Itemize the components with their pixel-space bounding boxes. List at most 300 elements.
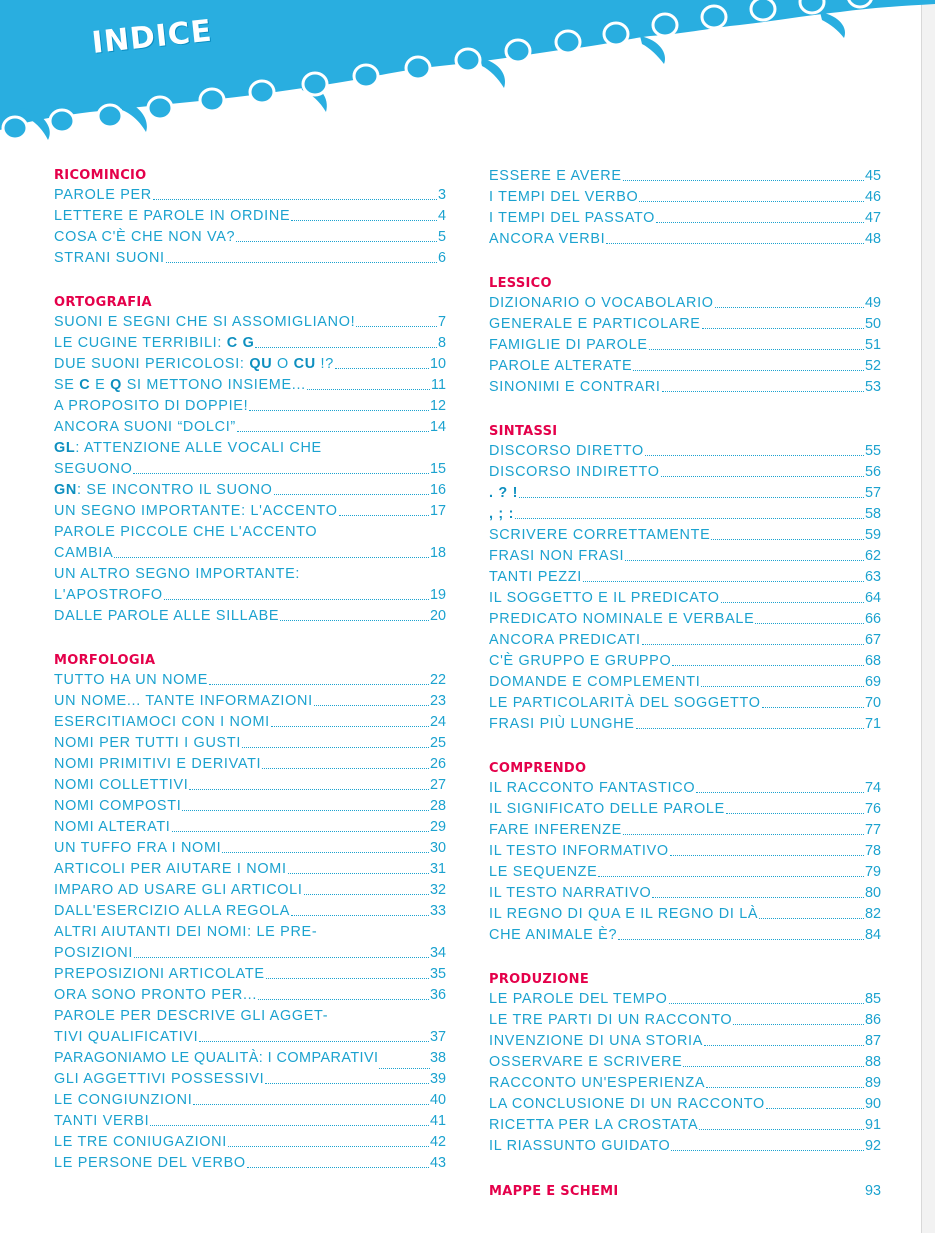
toc-entry[interactable] <box>54 375 446 396</box>
dot-leader <box>307 389 430 390</box>
page-number: 19 <box>429 587 446 603</box>
toc-entry[interactable] <box>54 1027 446 1048</box>
page-number: 50 <box>864 316 881 332</box>
dot-leader <box>683 1066 864 1067</box>
page-number: 12 <box>429 398 446 414</box>
entry-title: LE CONGIUNZIONI <box>54 1092 193 1108</box>
entry-title: UN NOME... TANTE INFORMAZIONI <box>54 693 313 709</box>
toc-entry[interactable] <box>489 525 881 546</box>
page-number: 28 <box>429 798 446 814</box>
entry-highlight: CU <box>293 356 316 372</box>
toc-entry[interactable] <box>54 501 446 522</box>
entry-title: NOMI COLLETTIVI <box>54 777 189 793</box>
page-number: 4 <box>437 208 446 224</box>
entry-title: IL REGNO DI QUA E IL REGNO DI LÀ <box>489 906 759 922</box>
entry-title: TUTTO HA UN NOME <box>54 672 209 688</box>
entry-title: IL SIGNIFICATO DELLE PAROLE <box>489 801 725 817</box>
page-number: 48 <box>864 231 881 247</box>
toc-entry-line[interactable]: PAROLE PER DESCRIVE GLI AGGET- <box>54 1008 329 1024</box>
section-produzione <box>489 970 881 1157</box>
toc-entry[interactable] <box>54 312 446 333</box>
dot-leader <box>166 262 437 263</box>
entry-title: DISCORSO INDIRETTO <box>489 464 660 480</box>
toc-entry[interactable] <box>489 609 881 630</box>
dot-leader <box>759 918 864 919</box>
dot-leader <box>199 1041 429 1042</box>
toc-entry-mappe[interactable] <box>489 1181 881 1202</box>
page-number: 42 <box>429 1134 446 1150</box>
entry-text: O <box>272 356 294 372</box>
toc-entry[interactable] <box>489 588 881 609</box>
entry-title: ARTICOLI PER AIUTARE I NOMI <box>54 861 287 877</box>
entry-title: UN TUFFO FRA I NOMI <box>54 840 222 856</box>
page-number: 67 <box>864 632 881 648</box>
entry-title: IL TESTO NARRATIVO <box>489 885 652 901</box>
entry-title: TIVI QUALIFICATIVI <box>54 1029 199 1045</box>
toc-entry[interactable] <box>489 1136 881 1157</box>
entry-title: SUONI E SEGNI CHE SI ASSOMIGLIANO! <box>54 314 356 330</box>
toc-entry[interactable] <box>489 1010 881 1031</box>
entry-text: E <box>90 377 111 393</box>
entry-text: : SE INCONTRO IL SUONO <box>77 482 273 498</box>
toc-entry[interactable] <box>489 356 881 377</box>
dot-leader <box>645 455 864 456</box>
dot-leader <box>339 515 429 516</box>
entry-title: DALLE PAROLE ALLE SILLABE <box>54 608 280 624</box>
entry-title: TANTI PEZZI <box>489 569 582 585</box>
dot-leader <box>193 1104 429 1105</box>
toc-entry[interactable] <box>489 187 881 208</box>
dot-leader <box>314 705 429 706</box>
entry-title: NOMI PRIMITIVI E DERIVATI <box>54 756 262 772</box>
entry-title: C'È GRUPPO E GRUPPO <box>489 653 672 669</box>
toc-entry[interactable] <box>54 543 446 564</box>
dot-leader <box>633 370 864 371</box>
entry-title <box>54 333 254 354</box>
dot-leader <box>669 1003 864 1004</box>
toc-entry[interactable] <box>54 754 446 775</box>
page-number: 49 <box>864 295 881 311</box>
toc-entry[interactable] <box>489 883 881 904</box>
section-lessico <box>489 274 881 398</box>
dot-leader <box>222 852 429 853</box>
entry-title: SINONIMI E CONTRARI <box>489 379 661 395</box>
dot-leader <box>642 644 864 645</box>
section-heading: RICOMINCIO <box>54 168 147 183</box>
toc-entry[interactable] <box>54 396 446 417</box>
toc-entry[interactable] <box>54 206 446 227</box>
page-number: 52 <box>864 358 881 374</box>
entry-title: , ; : <box>489 506 515 522</box>
dot-leader <box>114 557 429 558</box>
page-number: 91 <box>864 1117 881 1133</box>
toc-entry[interactable] <box>54 964 446 985</box>
entry-title: DISCORSO DIRETTO <box>489 443 644 459</box>
entry-text: !? <box>315 356 334 372</box>
page-number: 36 <box>429 987 446 1003</box>
section-comprendo <box>489 759 881 946</box>
entry-title: SEGUONO <box>54 461 133 477</box>
entry-title: IL RIASSUNTO GUIDATO <box>489 1138 671 1154</box>
toc-entry[interactable] <box>54 712 446 733</box>
page-number: 57 <box>864 485 881 501</box>
dot-leader <box>661 476 864 477</box>
toc-entry[interactable] <box>54 1090 446 1111</box>
page-number: 14 <box>429 419 446 435</box>
page-number: 58 <box>864 506 881 522</box>
toc-entry-line[interactable]: ALTRI AIUTANTI DEI NOMI: LE PRE- <box>54 924 318 940</box>
toc-entry[interactable] <box>54 985 446 1006</box>
toc-entry[interactable] <box>54 733 446 754</box>
page-number: 88 <box>864 1054 881 1070</box>
page-number: 34 <box>429 945 446 961</box>
dot-leader <box>237 431 429 432</box>
toc-entry[interactable] <box>54 1132 446 1153</box>
toc-entry[interactable] <box>489 799 881 820</box>
page-number: 62 <box>864 548 881 564</box>
toc-entry[interactable] <box>489 546 881 567</box>
dot-leader <box>228 1146 429 1147</box>
dot-leader <box>280 620 429 621</box>
entry-title: POSIZIONI <box>54 945 134 961</box>
section-heading: COMPRENDO <box>489 761 587 776</box>
dot-leader <box>699 1129 864 1130</box>
toc-entry[interactable] <box>54 901 446 922</box>
toc-entry[interactable] <box>489 1094 881 1115</box>
dot-leader <box>649 349 864 350</box>
dot-leader <box>379 1068 430 1069</box>
entry-title <box>54 375 306 396</box>
entry-title <box>54 480 273 501</box>
toc-entry[interactable] <box>489 672 881 693</box>
toc-entry[interactable] <box>54 354 446 375</box>
page-number: 20 <box>429 608 446 624</box>
dot-leader <box>639 201 864 202</box>
dot-leader <box>271 726 429 727</box>
page-number: 6 <box>437 250 446 266</box>
dot-leader <box>702 328 864 329</box>
entry-highlight: GN <box>54 482 77 498</box>
section-morfologia <box>54 651 446 1174</box>
toc-entry[interactable] <box>489 441 881 462</box>
dot-leader <box>726 813 864 814</box>
toc-right-column <box>489 166 881 1202</box>
page-number: 15 <box>429 461 446 477</box>
page-number: 41 <box>429 1113 446 1129</box>
entry-title: DIZIONARIO O VOCABOLARIO <box>489 295 714 311</box>
entry-title: FRASI NON FRASI <box>489 548 625 564</box>
entry-title: NOMI COMPOSTI <box>54 798 182 814</box>
entry-highlight: C G <box>226 335 255 351</box>
page-number: 90 <box>864 1096 881 1112</box>
dot-leader <box>515 518 864 519</box>
dot-leader <box>733 1024 864 1025</box>
page-number: 30 <box>429 840 446 856</box>
entry-title: LA CONCLUSIONE DI UN RACCONTO <box>489 1096 765 1112</box>
section-heading: MAPPE E SCHEMI <box>489 1184 619 1199</box>
dot-leader <box>209 684 429 685</box>
dot-leader <box>236 241 437 242</box>
page-number: 37 <box>429 1029 446 1045</box>
toc-entry[interactable] <box>489 651 881 672</box>
section-sintassi <box>489 422 881 735</box>
toc-entry[interactable] <box>489 862 881 883</box>
page-title: INDICE <box>90 13 215 61</box>
entry-title: ESERCITIAMOCI CON I NOMI <box>54 714 270 730</box>
page-number: 64 <box>864 590 881 606</box>
page-number: 79 <box>864 864 881 880</box>
section-heading: SINTASSI <box>489 424 558 439</box>
entry-title: A PROPOSITO DI DOPPIE! <box>54 398 249 414</box>
toc-entry[interactable] <box>54 1111 446 1132</box>
toc-entry[interactable] <box>489 1073 881 1094</box>
page-number: 56 <box>864 464 881 480</box>
dot-leader <box>715 307 864 308</box>
entry-text: LE CUGINE TERRIBILI: <box>54 335 227 351</box>
toc-entry[interactable] <box>489 462 881 483</box>
entry-title: PARAGONIAMO LE QUALITÀ: I COMPARATIVI <box>54 1050 379 1066</box>
toc-entry[interactable] <box>54 670 446 691</box>
toc-entry[interactable] <box>54 775 446 796</box>
toc-entry[interactable] <box>54 417 446 438</box>
entry-title: DALL'ESERCIZIO ALLA REGOLA <box>54 903 291 919</box>
entry-title: RICETTA PER LA CROSTATA <box>489 1117 699 1133</box>
entry-title: L'APOSTROFO <box>54 587 163 603</box>
toc-entry[interactable] <box>489 483 881 504</box>
toc-entry-line[interactable]: UN ALTRO SEGNO IMPORTANTE: <box>54 566 301 582</box>
dot-leader <box>189 789 429 790</box>
dot-leader <box>249 410 429 411</box>
entry-title: LE TRE PARTI DI UN RACCONTO <box>489 1012 733 1028</box>
page-number: 53 <box>864 379 881 395</box>
page-number: 25 <box>429 735 446 751</box>
page-number: 23 <box>429 693 446 709</box>
toc-entry[interactable] <box>489 208 881 229</box>
toc-entry[interactable] <box>54 480 446 501</box>
entry-title: ANCORA PREDICATI <box>489 632 641 648</box>
page-number: 8 <box>437 335 446 351</box>
toc-entry[interactable] <box>489 504 881 525</box>
toc-entry[interactable] <box>489 166 881 187</box>
toc-entry[interactable] <box>489 989 881 1010</box>
entry-title: ESSERE E AVERE <box>489 168 622 184</box>
page-number: 3 <box>437 187 446 203</box>
entry-text: SE <box>54 377 80 393</box>
entry-highlight: Q <box>110 377 122 393</box>
dot-leader <box>721 602 864 603</box>
page-number: 32 <box>429 882 446 898</box>
section-heading: PRODUZIONE <box>489 972 590 987</box>
page-number: 5 <box>437 229 446 245</box>
page-number: 43 <box>429 1155 446 1171</box>
dot-leader <box>304 894 429 895</box>
dot-leader <box>247 1167 429 1168</box>
toc-entry-line[interactable] <box>54 438 446 459</box>
toc-entry[interactable] <box>489 314 881 335</box>
entry-title: DOMANDE E COMPLEMENTI <box>489 674 701 690</box>
entry-title: FARE INFERENZE <box>489 822 622 838</box>
entry-title: LE PAROLE DEL TEMPO <box>489 991 668 1007</box>
dot-leader <box>662 391 864 392</box>
dot-leader <box>766 1108 864 1109</box>
entry-title: UN SEGNO IMPORTANTE: L'ACCENTO <box>54 503 338 519</box>
page-number: 27 <box>429 777 446 793</box>
toc-entry[interactable] <box>54 1048 446 1069</box>
toc-entry[interactable] <box>54 333 446 354</box>
toc-entry[interactable] <box>489 1052 881 1073</box>
entry-title: CHE ANIMALE È? <box>489 927 618 943</box>
dot-leader <box>623 834 864 835</box>
entry-title: IL SOGGETTO E IL PREDICATO <box>489 590 720 606</box>
entry-title: SCRIVERE CORRETTAMENTE <box>489 527 711 543</box>
dot-leader <box>598 876 864 877</box>
toc-entry[interactable] <box>54 1069 446 1090</box>
dot-leader <box>706 1087 864 1088</box>
entry-title: GENERALE E PARTICOLARE <box>489 316 701 332</box>
page-number: 63 <box>864 569 881 585</box>
toc-entry[interactable] <box>54 796 446 817</box>
entry-highlight: C <box>79 377 91 393</box>
entry-title: LE TRE CONIUGAZIONI <box>54 1134 227 1150</box>
dot-leader <box>164 599 429 600</box>
entry-highlight: GL <box>54 440 76 456</box>
toc-entry[interactable] <box>489 841 881 862</box>
toc-entry[interactable] <box>489 377 881 398</box>
entry-text: : ATTENZIONE ALLE VOCALI CHE <box>75 440 322 456</box>
toc-entry[interactable] <box>54 838 446 859</box>
toc-entry[interactable] <box>489 229 881 250</box>
page-number: 22 <box>429 672 446 688</box>
toc-entry[interactable] <box>54 880 446 901</box>
page-number: 46 <box>864 189 881 205</box>
entry-title <box>54 354 334 375</box>
toc-entry-line[interactable]: PAROLE PICCOLE CHE L'ACCENTO <box>54 524 318 540</box>
section-heading: ORTOGRAFIA <box>54 295 152 310</box>
dot-leader <box>274 494 429 495</box>
toc-entry[interactable] <box>489 335 881 356</box>
page-number: 33 <box>429 903 446 919</box>
dot-leader <box>519 497 864 498</box>
entry-title: NOMI ALTERATI <box>54 819 171 835</box>
section-verbi-continued <box>489 166 881 250</box>
page-number: 89 <box>864 1075 881 1091</box>
page-number: 86 <box>864 1012 881 1028</box>
toc-entry[interactable] <box>489 714 881 735</box>
entry-title: I TEMPI DEL PASSATO <box>489 210 656 226</box>
toc-entry[interactable] <box>54 606 446 627</box>
page-number: 10 <box>429 356 446 372</box>
page-number: 68 <box>864 653 881 669</box>
page-number: 87 <box>864 1033 881 1049</box>
page-number: 40 <box>429 1092 446 1108</box>
toc-entry[interactable] <box>54 227 446 248</box>
page-number: 47 <box>864 210 881 226</box>
page-number: 66 <box>864 611 881 627</box>
toc-left-column <box>54 166 446 1198</box>
toc-entry[interactable] <box>489 904 881 925</box>
dot-leader <box>711 539 864 540</box>
page-number: 80 <box>864 885 881 901</box>
entry-highlight: QU <box>249 356 273 372</box>
entry-title: ANCORA SUONI “DOLCI” <box>54 419 236 435</box>
entry-text: SI METTONO INSIEME... <box>122 377 306 393</box>
page-number: 76 <box>864 801 881 817</box>
toc-entry[interactable] <box>489 567 881 588</box>
toc-entry[interactable] <box>54 585 446 606</box>
toc-entry[interactable] <box>489 1031 881 1052</box>
page-number: 26 <box>429 756 446 772</box>
dot-leader <box>618 939 864 940</box>
toc-entry[interactable] <box>54 459 446 480</box>
toc-entry[interactable] <box>54 1153 446 1174</box>
dot-leader <box>291 220 437 221</box>
page-number: 11 <box>431 377 446 393</box>
section-heading: LESSICO <box>489 276 552 291</box>
dot-leader <box>672 665 864 666</box>
page-number: 24 <box>429 714 446 730</box>
toc-entry[interactable] <box>489 293 881 314</box>
page-number: 69 <box>864 674 881 690</box>
dot-leader <box>670 855 864 856</box>
page-number: 31 <box>429 861 446 877</box>
dot-leader <box>242 747 429 748</box>
entry-title: LE PARTICOLARITÀ DEL SOGGETTO <box>489 695 761 711</box>
dot-leader <box>696 792 864 793</box>
dot-leader <box>356 326 437 327</box>
entry-title: PAROLE PER <box>54 187 152 203</box>
dot-leader <box>583 581 864 582</box>
entry-title: IL RACCONTO FANTASTICO <box>489 780 696 796</box>
dot-leader <box>625 560 864 561</box>
toc-entry[interactable] <box>54 691 446 712</box>
toc-entry[interactable] <box>54 817 446 838</box>
toc-entry[interactable] <box>489 693 881 714</box>
toc-entry[interactable] <box>489 820 881 841</box>
toc-entry[interactable] <box>489 778 881 799</box>
page-number: 17 <box>429 503 446 519</box>
dot-leader <box>652 897 864 898</box>
dot-leader <box>258 999 429 1000</box>
page-number: 18 <box>429 545 446 561</box>
page-number: 74 <box>864 780 881 796</box>
page-number: 84 <box>864 927 881 943</box>
page-number: 51 <box>864 337 881 353</box>
toc-entry[interactable] <box>489 1115 881 1136</box>
dot-leader <box>172 831 429 832</box>
dot-leader <box>671 1150 864 1151</box>
toc-entry[interactable] <box>54 859 446 880</box>
toc-entry[interactable] <box>54 185 446 206</box>
toc-entry[interactable] <box>54 943 446 964</box>
toc-entry[interactable] <box>489 630 881 651</box>
page-number: 70 <box>864 695 881 711</box>
entry-title: I TEMPI DEL VERBO <box>489 189 639 205</box>
entry-title: CAMBIA <box>54 545 114 561</box>
dot-leader <box>606 243 864 244</box>
entry-title: NOMI PER TUTTI I GUSTI <box>54 735 242 751</box>
section-ricomincio <box>54 166 446 269</box>
entry-title: ANCORA VERBI <box>489 231 606 247</box>
entry-title: COSA C'È CHE NON VA? <box>54 229 236 245</box>
page-number: 78 <box>864 843 881 859</box>
entry-title: PAROLE ALTERATE <box>489 358 633 374</box>
toc-entry[interactable] <box>54 248 446 269</box>
page-number: 85 <box>864 991 881 1007</box>
entry-title: . ? ! <box>489 485 519 501</box>
entry-title: PREPOSIZIONI ARTICOLATE <box>54 966 265 982</box>
toc-entry[interactable] <box>489 925 881 946</box>
section-ortografia <box>54 293 446 627</box>
